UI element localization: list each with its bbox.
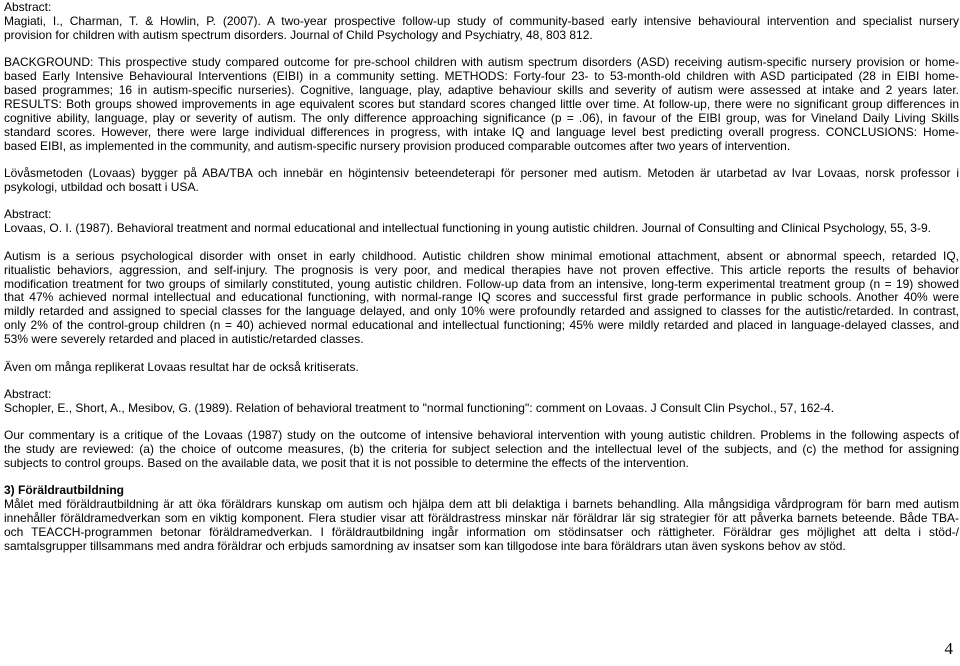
section-parent-training xyxy=(4,484,959,554)
document-page xyxy=(4,1,959,568)
text-line: Our commentary is a critique of the Lovaas (1987) study on the outcome of intensive behavioral intervention with young autistic children. Problems in the following aspects of xyxy=(4,428,959,443)
replication-note-paragraph xyxy=(4,361,959,375)
section-heading: 3) Föräldrautbildning xyxy=(4,483,124,498)
text-line: modification treatment for two groups of similarly constituted, young autistic children. Follow-up data from an intensive, long-term experimental treatment group (n = 19) showed xyxy=(4,276,959,291)
text-line: 53% were severely retarded and placed in autistic/retarded classes. xyxy=(4,332,364,347)
text-line: Målet med föräldrautbildning är att öka föräldrars kunskap om autism och hjälpa dem att bli delaktiga i barnets behandling. Alla mångsidiga vårdprogram för barn med autism xyxy=(4,497,959,512)
text-line: Schopler, E., Short, A., Mesibov, G. (1989). Relation of behavioral treatment to "normal functioning": comment on Lovaas. J Consult Clin Psychol., 57, 162-4. xyxy=(4,400,835,415)
text-line: the study are reviewed: (a) the choice of outcome measures, (b) the criteria for subject selection and the intellectual level of the subjects, and (c) the method for assigning xyxy=(4,442,959,457)
text-line: Magiati, I., Charman, T. & Howlin, P. (2007). A two-year prospective follow-up study of community-based early intensive behavioural intervention and specialist nursery xyxy=(4,13,959,28)
abstract-body-schopler xyxy=(4,429,959,471)
text-line: RESULTS: Both groups showed improvements in age equivalent scores but standard scores changed little over time. At follow-up, there were no significant group differences in xyxy=(4,96,959,111)
text-line: Lövåsmetoden (Lovaas) bygger på ABA/TBA och innebär en högintensiv beteendeterapi för personer med autism. Metoden är utarbetad av Ivar Lovaas, norsk professor i xyxy=(4,166,959,181)
text-line: that 47% achieved normal intellectual and educational functioning, with normal-range IQ scores and successful first grade performance in public schools. Another 40% were xyxy=(4,290,959,305)
text-line: psykologi, utbildad och bosatt i USA. xyxy=(4,179,199,194)
abstract-citation-magiati xyxy=(4,1,959,43)
text-line: och TEACCH-programmen betonar föräldramedverkan. I föräldrautbildning ingår information om stödinsatser och rättigheter. Föräldrar ges möjlighet att delta i stöd-/ xyxy=(4,525,959,540)
text-line: innehåller föräldramedverkan som en viktig komponent. Flera studier visar att föräldrastress minskar när föräldrar lär sig strategier för att påverka barnets beteende. Både TBA- xyxy=(4,511,959,526)
text-line: based EIBI, as implemented in the community, and autism-specific nursery provision produced comparable outcomes after two years of intervention. xyxy=(4,138,791,153)
abstract-citation-lovaas xyxy=(4,208,959,236)
text-line: ritualistic behaviors, aggression, and self-injury. The prognosis is very poor, and medical therapies have not proven effective. This article reports the results of behavior xyxy=(4,262,959,277)
abstract-body-magiati xyxy=(4,56,959,153)
abstract-label: Abstract: xyxy=(4,207,52,222)
text-line: standard scores. However, there were large individual differences in progress, with intake IQ and language level best predicting overall progress. CONCLUSIONS: Home- xyxy=(4,124,959,139)
page-number: 4 xyxy=(944,639,953,658)
text-line: BACKGROUND: This prospective study compared outcome for pre-school children with autism spectrum disorders (ASD) receiving autism-specific nursery provision or home- xyxy=(4,55,959,70)
text-line: Även om många replikerat Lovaas resultat har de också kritiserats. xyxy=(4,359,359,374)
text-line: cognitive ability, language, play or severity of autism. The only difference approaching significance (p = .06), in favour of the EIBI group, was for Vineland Daily Living Skills xyxy=(4,110,959,125)
text-line: samtalsgrupper tillsammans med andra föräldrar och erbjuds samordning av insatser som kan tillgodose inte bara föräldrars utan även syskons behov av stöd. xyxy=(4,539,846,554)
text-line: only 2% of the control-group children (n = 40) achieved normal educational and intellectual functioning; 45% were mildly retarded and placed in language-delayed classes, and xyxy=(4,318,959,333)
text-line: based programmes; 16 in autism-specific nurseries). Cognitive, language, play, adaptive behaviour skills and severity of autism were assessed at intake and 2 years later. xyxy=(4,83,959,98)
text-line: Lovaas, O. I. (1987). Behavioral treatment and normal educational and intellectual functioning in young autistic children. Journal of Consulting and Clinical Psychology, 55, 3-9. xyxy=(4,221,931,236)
abstract-label: Abstract: xyxy=(4,386,52,401)
abstract-citation-schopler xyxy=(4,388,959,416)
text-line: based Early Intensive Behavioural Interventions (EIBI) in a community setting. METHODS: Forty-four 23- to 53-month-old children with ASD participated (28 in EIBI home- xyxy=(4,69,959,84)
abstract-label: Abstract: xyxy=(4,0,52,14)
text-line: subjects to control groups. Based on the available data, we posit that it is not possible to determine the effects of the intervention. xyxy=(4,456,689,471)
lovaas-method-paragraph xyxy=(4,167,959,195)
text-line: Autism is a serious psychological disorder with onset in early childhood. Autistic children show minimal emotional attachment, absent or abnormal speech, retarded IQ, xyxy=(4,248,959,263)
text-line: provision for children with autism spectrum disorders. Journal of Child Psychology and Psychiatry, 48, 803 812. xyxy=(4,27,593,42)
abstract-body-lovaas xyxy=(4,250,959,347)
text-line: mildly retarded and assigned to special classes for the language delayed, and only 10% were profoundly retarded and assigned to classes for the autistic/retarded. In contrast, xyxy=(4,304,959,319)
